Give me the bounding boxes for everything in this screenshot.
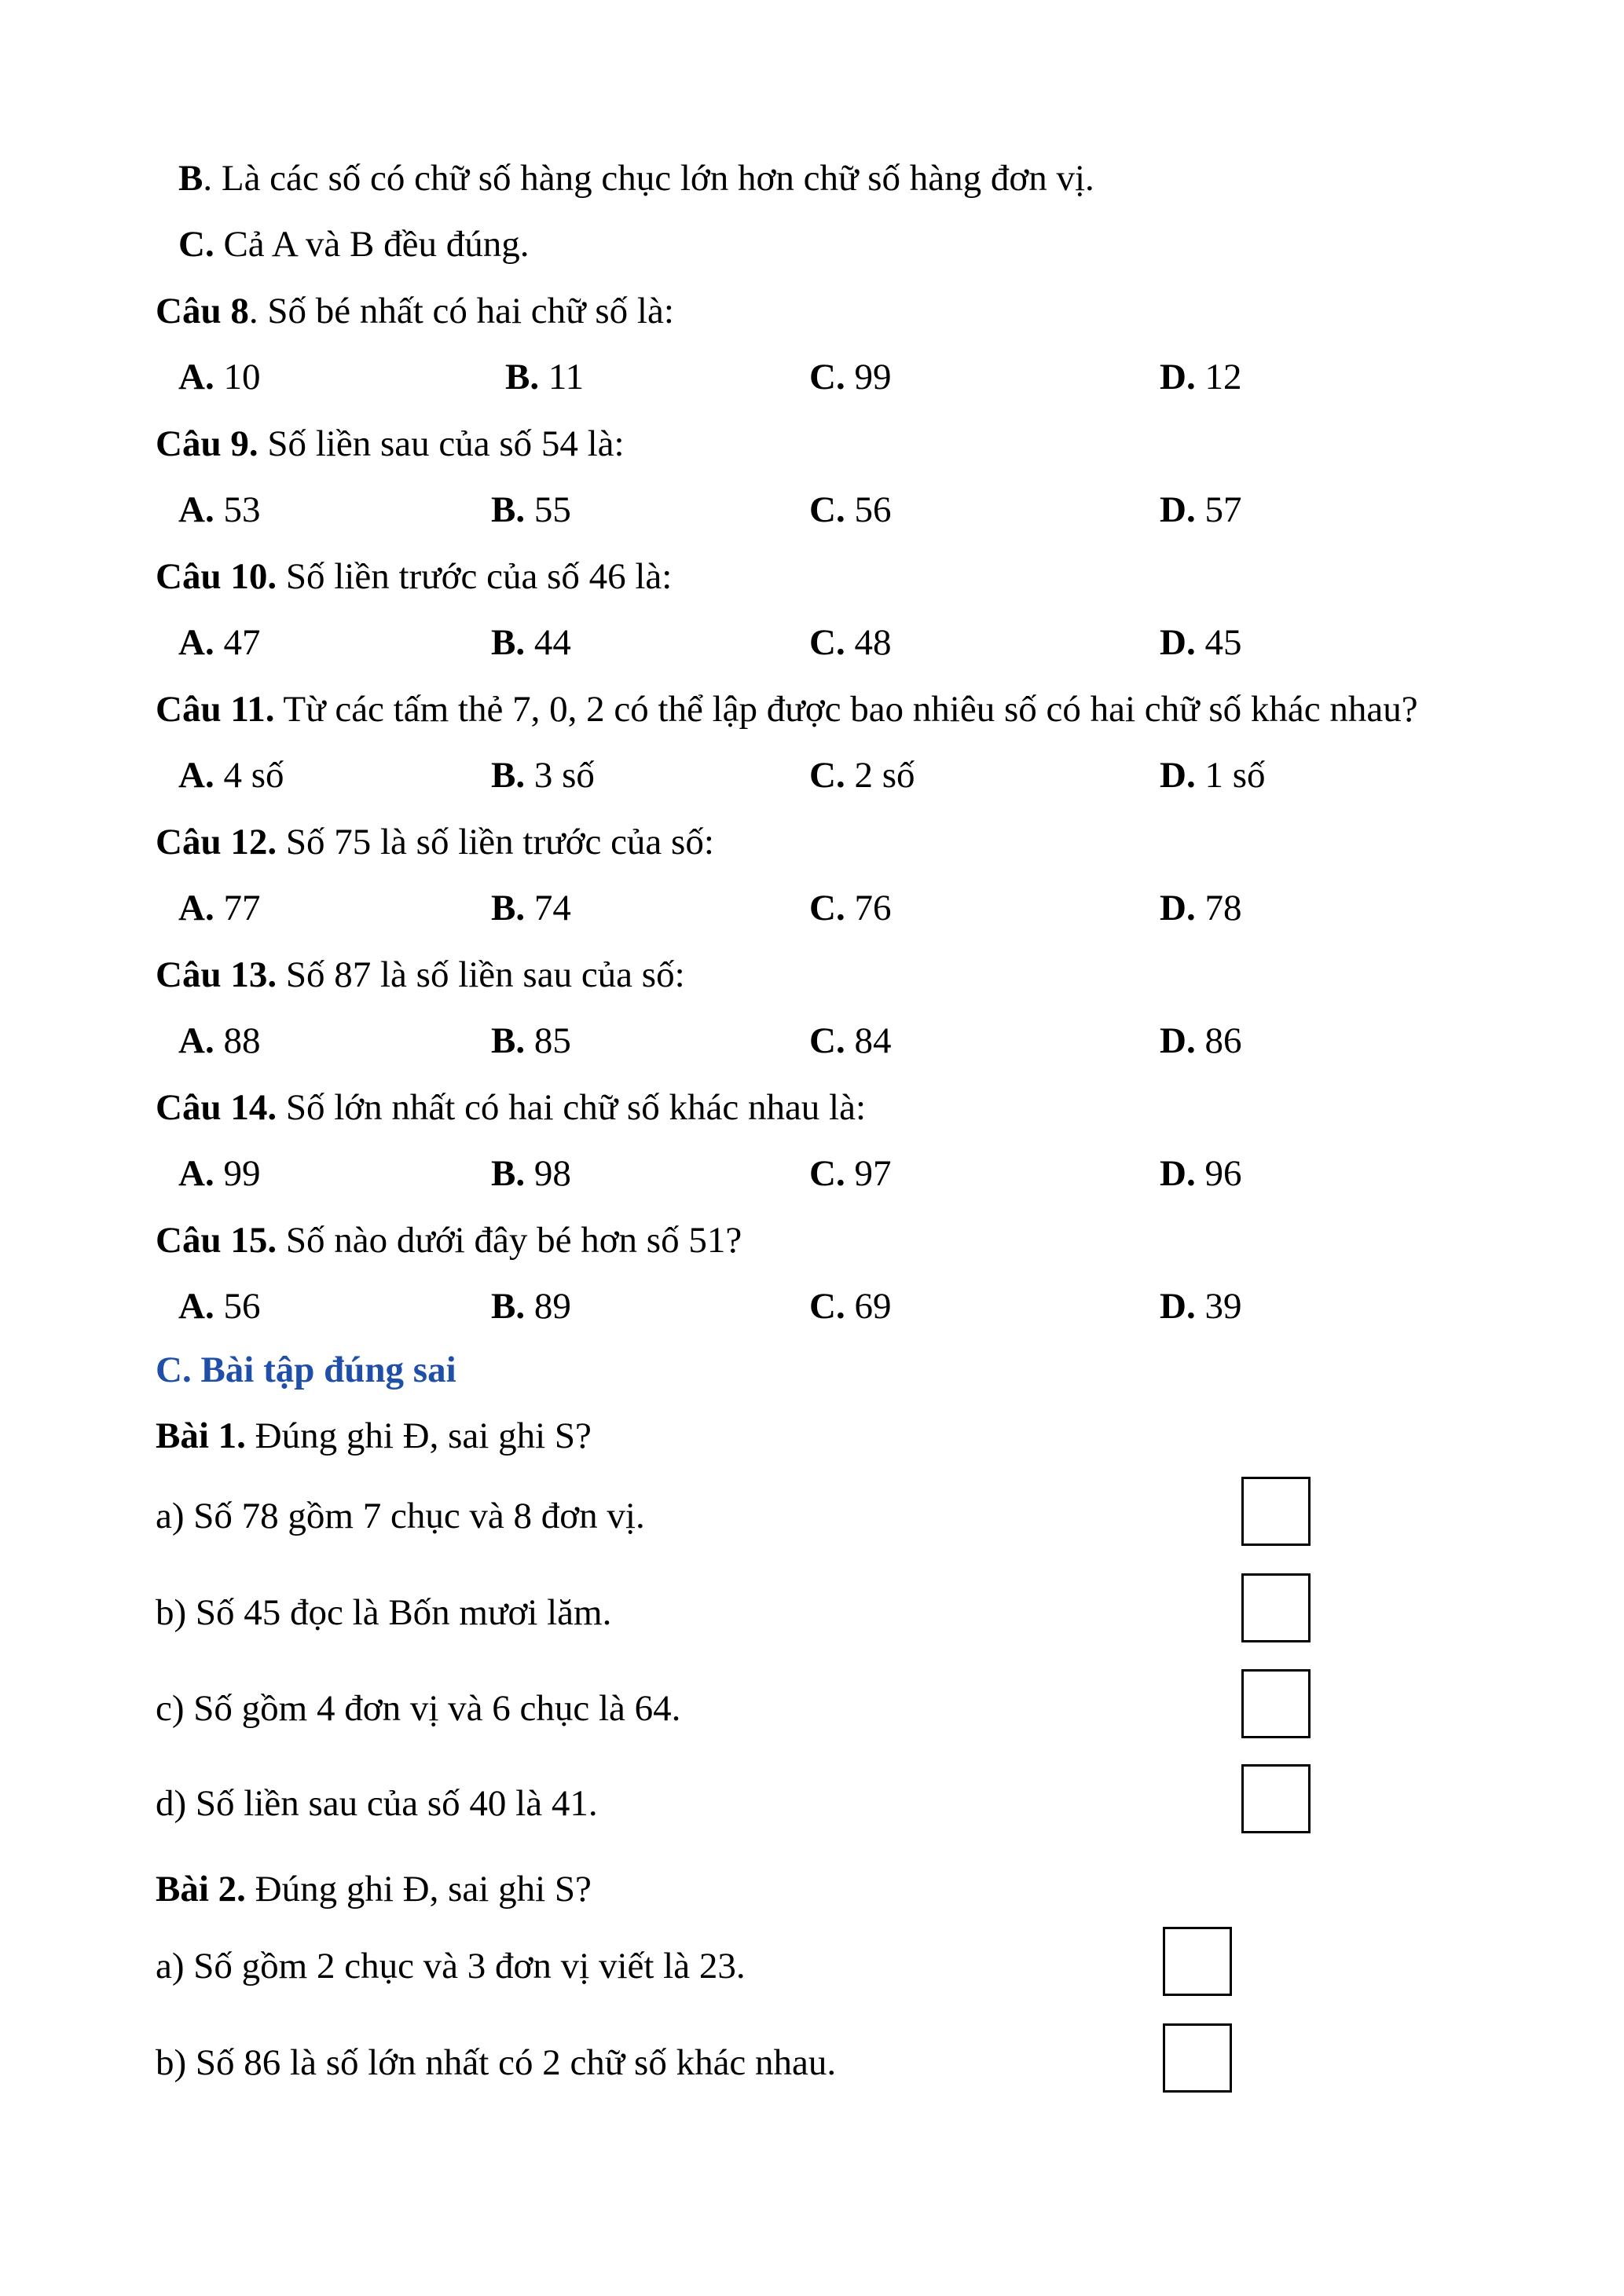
answer-option[interactable]	[491, 1288, 571, 1325]
question-10	[156, 558, 672, 595]
option-letter: D.	[1160, 755, 1196, 796]
statement-text: b) Số 45 đọc là Bốn mươi lăm.	[156, 1592, 612, 1633]
option-value: 44	[525, 622, 571, 663]
answer-option[interactable]	[809, 489, 892, 530]
option-value: 78	[1195, 888, 1242, 928]
option-letter: C.	[809, 622, 845, 663]
question-label: Câu 13.	[156, 954, 277, 995]
option-value: 12	[1195, 357, 1242, 397]
bai-text: Đúng ghi Đ, sai ghi S?	[245, 1869, 592, 1910]
option-value: 98	[525, 1153, 571, 1194]
option-value: 74	[525, 888, 571, 928]
answer-option[interactable]	[491, 1155, 571, 1192]
intro-text: Cả A và B đều đúng.	[214, 224, 530, 265]
question-9	[156, 423, 625, 464]
option-value: 47	[214, 622, 261, 663]
option-letter: D.	[1160, 888, 1196, 928]
question-11	[156, 691, 1418, 728]
answer-box[interactable]	[1241, 1477, 1311, 1546]
answer-option[interactable]	[491, 489, 571, 530]
option-label: C.	[178, 224, 214, 265]
option-value: 53	[214, 489, 261, 530]
answer-option[interactable]	[178, 624, 260, 661]
option-value: 56	[845, 489, 892, 530]
option-letter: B.	[505, 357, 540, 397]
answer-option[interactable]	[809, 1020, 892, 1061]
question-label: Câu 11.	[156, 689, 275, 730]
answer-option[interactable]	[505, 359, 584, 396]
answer-option[interactable]	[1160, 1288, 1241, 1325]
answer-option[interactable]	[809, 890, 891, 927]
option-letter: A.	[178, 1153, 214, 1194]
option-value: 55	[525, 489, 571, 530]
answer-option[interactable]	[1160, 359, 1241, 396]
question-12	[156, 824, 714, 861]
intro-line-b	[178, 160, 1094, 197]
bai1-title	[156, 1415, 592, 1456]
option-letter: D.	[1160, 1153, 1196, 1194]
answer-option[interactable]	[178, 1155, 260, 1192]
option-value: 88	[214, 1020, 261, 1061]
answer-option[interactable]	[491, 890, 571, 927]
answer-option[interactable]	[809, 757, 915, 794]
option-value: 69	[845, 1286, 892, 1327]
option-value: 85	[525, 1020, 571, 1061]
option-value: 4 số	[214, 755, 284, 796]
option-letter: A.	[178, 755, 214, 796]
option-value: 39	[1195, 1286, 1242, 1327]
question-text: Số 75 là số liền trước của số:	[277, 822, 714, 862]
question-text: Số liền sau của số 54 là:	[258, 423, 625, 464]
answer-option[interactable]	[1160, 1155, 1241, 1192]
statement-text: a) Số gồm 2 chục và 3 đơn vị viết là 23.	[156, 1946, 746, 1987]
option-value: 3 số	[525, 755, 595, 796]
answer-option[interactable]	[491, 1020, 571, 1061]
option-letter: C.	[809, 489, 845, 530]
answer-box[interactable]	[1241, 1764, 1311, 1833]
option-letter: A.	[178, 1020, 214, 1061]
question-label: Câu 8	[156, 291, 249, 331]
bai-label: Bài 1.	[156, 1415, 246, 1456]
option-value: 2 số	[845, 755, 915, 796]
option-value: 76	[845, 888, 892, 928]
option-letter: B.	[491, 622, 526, 663]
intro-line-c	[178, 226, 530, 263]
question-13	[156, 954, 685, 995]
answer-option[interactable]	[178, 489, 261, 530]
answer-option[interactable]	[178, 757, 284, 794]
question-text: Số lớn nhất có hai chữ số khác nhau là:	[277, 1087, 867, 1128]
question-text: Số 87 là số liền sau của số:	[277, 954, 685, 995]
question-text: Số nào dưới đây bé hơn số 51?	[277, 1220, 742, 1261]
option-letter: B.	[491, 1286, 526, 1327]
statement-text: c) Số gồm 4 đơn vị và 6 chục là 64.	[156, 1688, 681, 1729]
answer-box[interactable]	[1163, 1927, 1232, 1996]
answer-option[interactable]	[1160, 489, 1242, 530]
option-letter: A.	[178, 1286, 214, 1327]
option-value: 57	[1195, 489, 1242, 530]
answer-option[interactable]	[178, 359, 260, 396]
question-label: Câu 14.	[156, 1087, 277, 1128]
answer-option[interactable]	[1160, 624, 1241, 661]
bai2-title	[156, 1871, 592, 1908]
option-letter: B.	[491, 888, 526, 928]
answer-box[interactable]	[1241, 1573, 1311, 1642]
answer-box[interactable]	[1241, 1669, 1311, 1738]
option-value: 10	[214, 357, 261, 397]
answer-option[interactable]	[1160, 890, 1241, 927]
option-letter: B.	[491, 489, 526, 530]
answer-option[interactable]	[178, 1288, 260, 1325]
option-value: 77	[214, 888, 261, 928]
option-letter: D.	[1160, 489, 1196, 530]
question-label: Câu 9.	[156, 423, 258, 464]
answer-option[interactable]	[491, 624, 571, 661]
option-value: 86	[1195, 1020, 1242, 1061]
option-letter: C.	[809, 888, 845, 928]
question-8	[156, 293, 674, 330]
option-letter: D.	[1160, 1020, 1196, 1061]
option-value: 56	[214, 1286, 261, 1327]
statement-text: b) Số 86 là số lớn nhất có 2 chữ số khác nhau.	[156, 2042, 837, 2083]
option-letter: A.	[178, 489, 214, 530]
question-14	[156, 1089, 866, 1126]
option-letter: D.	[1160, 1286, 1196, 1327]
answer-option[interactable]	[809, 359, 891, 396]
answer-option[interactable]	[491, 757, 595, 794]
answer-option[interactable]	[809, 624, 891, 661]
answer-option[interactable]	[1160, 1020, 1242, 1061]
intro-text: . Là các số có chữ số hàng chục lớn hơn chữ số hàng đơn vị.	[203, 158, 1094, 199]
option-value: 99	[214, 1153, 261, 1194]
option-letter: A.	[178, 622, 214, 663]
answer-option[interactable]	[178, 890, 260, 927]
option-letter: B.	[491, 1153, 526, 1194]
answer-option[interactable]	[178, 1020, 261, 1061]
question-label: Câu 15.	[156, 1220, 277, 1261]
option-letter: A.	[178, 888, 214, 928]
option-value: 97	[845, 1153, 892, 1194]
option-letter: C.	[809, 755, 845, 796]
bai-label: Bài 2.	[156, 1869, 246, 1910]
option-value: 48	[845, 622, 892, 663]
question-15	[156, 1222, 742, 1259]
option-value: 1 số	[1195, 755, 1266, 796]
question-text: Từ các tấm thẻ 7, 0, 2 có thể lập được bao nhiêu số có hai chữ số khác nhau?	[274, 689, 1418, 730]
answer-option[interactable]	[809, 1155, 891, 1192]
option-letter: D.	[1160, 622, 1196, 663]
question-label: Câu 12.	[156, 822, 277, 862]
option-value: 96	[1195, 1153, 1242, 1194]
option-letter: B.	[491, 755, 526, 796]
question-text: Số liền trước của số 46 là:	[277, 556, 673, 597]
option-label: B	[178, 158, 203, 199]
option-letter: C.	[809, 1020, 845, 1061]
option-value: 89	[525, 1286, 571, 1327]
option-letter: C.	[809, 1286, 845, 1327]
option-value: 11	[539, 357, 585, 397]
option-value: 45	[1195, 622, 1242, 663]
answer-box[interactable]	[1163, 2023, 1232, 2093]
option-letter: C.	[809, 357, 845, 397]
answer-option[interactable]	[809, 1288, 891, 1325]
option-value: 84	[845, 1020, 892, 1061]
option-letter: B.	[491, 1020, 526, 1061]
statement-text: a) Số 78 gồm 7 chục và 8 đơn vị.	[156, 1496, 645, 1536]
option-letter: C.	[809, 1153, 845, 1194]
answer-option[interactable]	[1160, 757, 1266, 794]
option-letter: D.	[1160, 357, 1196, 397]
option-value: 99	[845, 357, 892, 397]
bai-text: Đúng ghi Đ, sai ghi S?	[245, 1415, 592, 1456]
question-label: Câu 10.	[156, 556, 277, 597]
question-text: . Số bé nhất có hai chữ số là:	[248, 291, 674, 331]
section-heading: C. Bài tập đúng sai	[156, 1349, 456, 1390]
option-letter: A.	[178, 357, 214, 397]
statement-text: d) Số liền sau của số 40 là 41.	[156, 1783, 598, 1824]
